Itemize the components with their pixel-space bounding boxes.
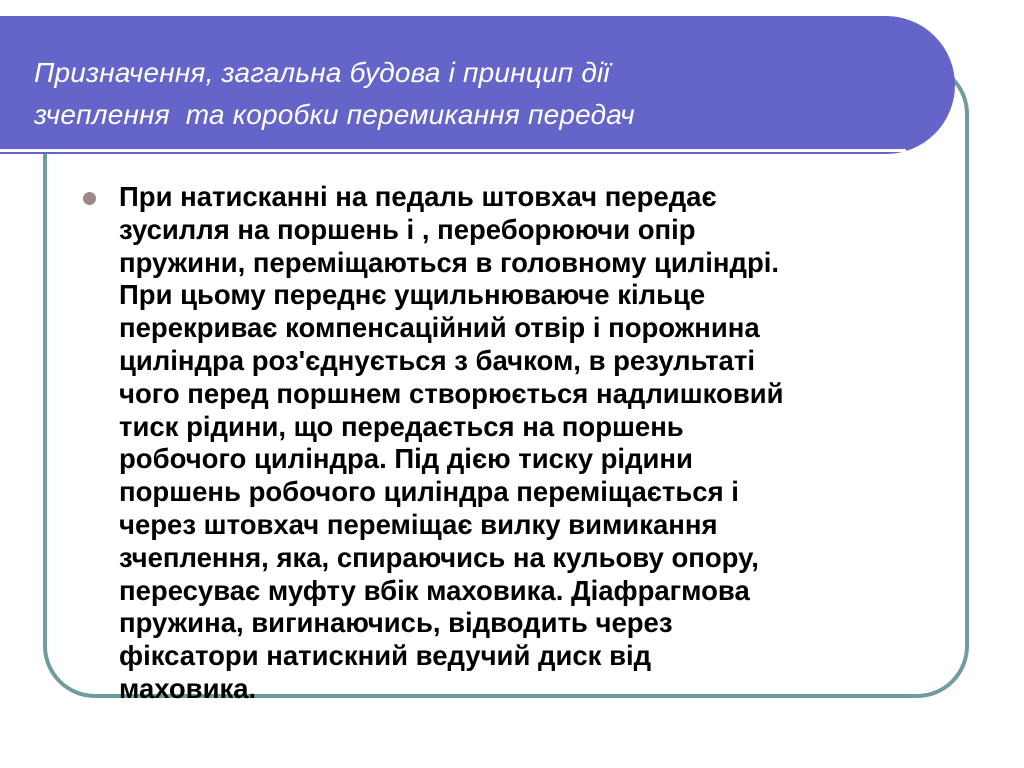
- bullet-dot-icon: [83, 192, 96, 205]
- bullet-line: маховика.: [119, 672, 257, 704]
- bullet-line: через штовхач переміщає вилку вимикання: [119, 508, 718, 540]
- bullet-text: [119, 181, 960, 706]
- bullet-line: чого перед поршнем створюється надлишковий: [119, 377, 784, 409]
- bullet-item: [80, 181, 960, 706]
- bullet-line: пересуває муфту вбік маховика. Діафрагмова: [119, 574, 750, 606]
- bullet-line: циліндра роз'єднується з бачком, в результаті: [119, 344, 755, 376]
- bullet-line: пружина, вигинаючись, відводить через: [119, 607, 673, 639]
- bullet-line: зчеплення, яка, спираючись на кульову опору,: [119, 541, 759, 573]
- bullet-line: зусилля на поршень і , переборюючи опір: [119, 213, 696, 245]
- bullet-line: При цьому переднє ущильнюваюче кільце: [119, 279, 706, 311]
- bullet-line: пружини, переміщаються в головному циліндрі.: [119, 246, 780, 278]
- bullet-line: тиск рідини, що передається на поршень: [119, 410, 684, 442]
- bullet-line: робочого циліндра. Під дією тиску рідини: [119, 443, 693, 475]
- slide-title: [34, 52, 914, 136]
- title-underline: [0, 149, 906, 152]
- slide-title-line-1: Призначення, загальна будова і принцип дії: [34, 57, 610, 88]
- slide-title-line-2: зчеплення та коробки перемикання передач: [34, 99, 635, 130]
- bullet-line: поршень робочого циліндра переміщається і: [119, 476, 739, 508]
- bullet-line: фіксатори натискний ведучий диск від: [119, 640, 652, 672]
- bullet-line: При натисканні на педаль штовхач передає: [119, 181, 717, 212]
- title-bar: [0, 16, 955, 154]
- bullet-line: перекриває компенсаційний отвір і порожнина: [119, 312, 760, 344]
